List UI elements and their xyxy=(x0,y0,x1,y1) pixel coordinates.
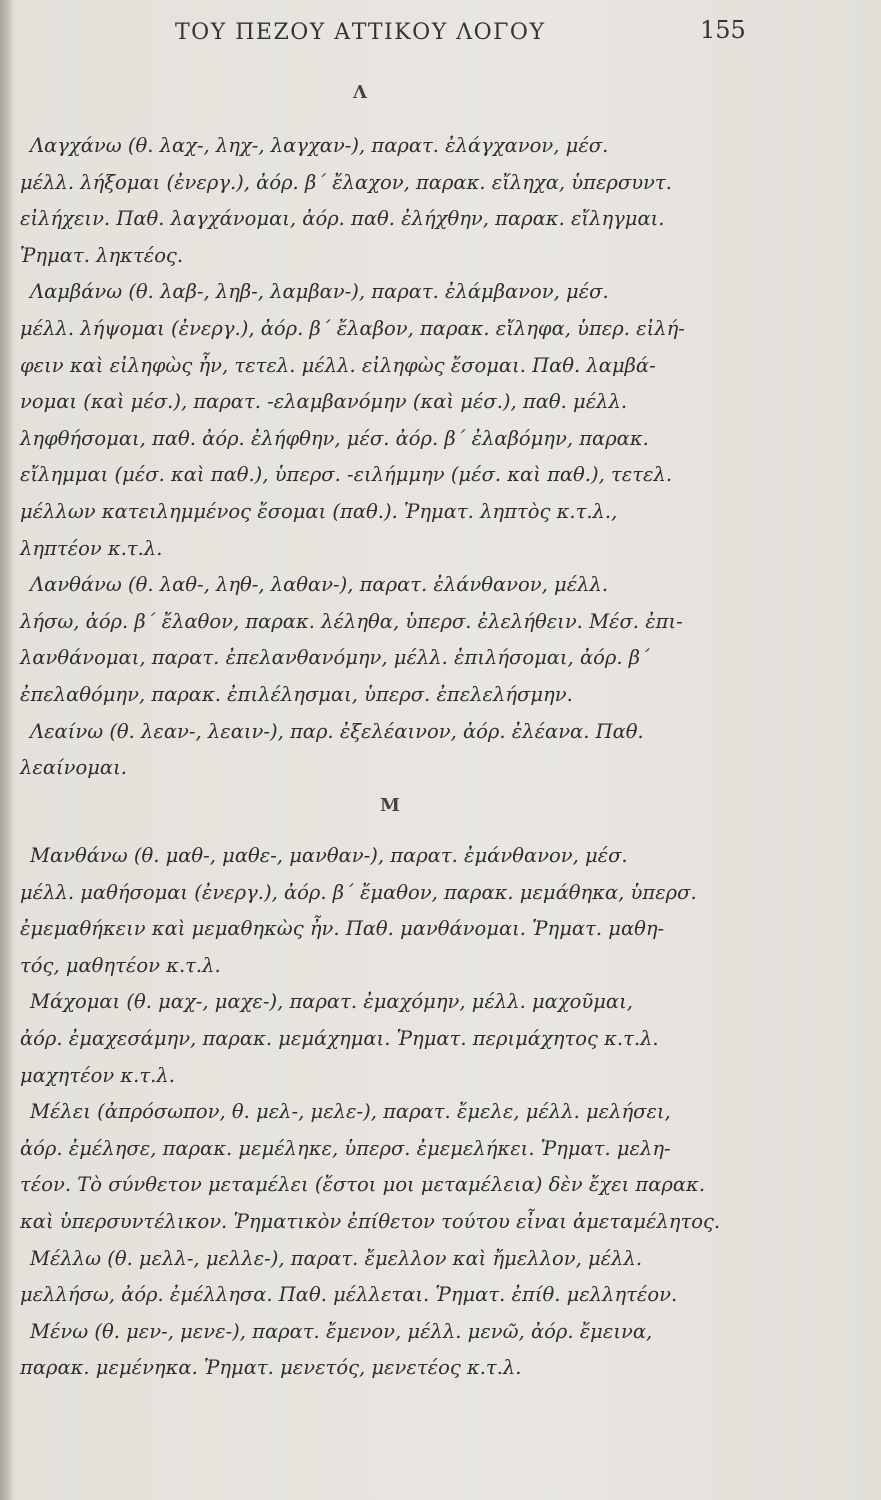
section-mu-entries xyxy=(20,838,780,1387)
entry-line: μαχητέον κ.τ.λ. xyxy=(20,1063,175,1087)
entry-line: ληπτέον κ.τ.λ. xyxy=(20,536,163,560)
entry-line: λανθάνομαι, παρατ. ἐπελανθανόμην, μέλλ. ἐπιλήσομαι, ἀόρ. β΄ xyxy=(20,646,650,670)
page-number: 155 xyxy=(700,16,746,44)
entry-line: φειν καὶ εἰληφὼς ἦν, τετελ. μέλλ. εἰληφὼς ἔσομαι. Παθ. λαμβά- xyxy=(20,353,656,377)
entry-line: Μάχομαι (θ. μαχ-, μαχε-), παρατ. ἐμαχόμην, μέλλ. μαχοῦμαι, xyxy=(30,990,633,1014)
entry-leaino xyxy=(20,714,780,787)
entry-line: Μέλει (ἀπρόσωπον, θ. μελ-, μελε-), παρατ. ἔμελε, μέλλ. μελήσει, xyxy=(30,1100,671,1124)
entry-line: Λαγχάνω (θ. λαχ-, ληχ-, λαγχαν-), παρατ. ἐλάγχανον, μέσ. xyxy=(30,134,609,157)
binding-shadow xyxy=(0,0,14,1500)
entry-melei xyxy=(20,1094,780,1240)
entry-line: παρακ. μεμένηκα. Ῥηματ. μενετός, μενετέος κ.τ.λ. xyxy=(20,1356,522,1380)
entry-machomai xyxy=(20,984,780,1094)
entry-line: μέλλ. λήψομαι (ἐνεργ.), ἀόρ. β΄ ἔλαβον, παρακ. εἴληφα, ὑπερ. εἰλή- xyxy=(20,316,685,340)
entry-line: Λαμβάνω (θ. λαβ-, ληβ-, λαμβαν-), παρατ. ἐλάμβανον, μέσ. xyxy=(30,280,609,304)
entry-line: μέλλων κατειλημμένος ἔσομαι (παθ.). Ῥηματ. ληπτὸς κ.τ.λ., xyxy=(20,499,618,523)
entry-line: Μένω (θ. μεν-, μενε-), παρατ. ἔμενον, μέλλ. μενῶ, ἀόρ. ἔμεινα, xyxy=(30,1319,653,1343)
entry-line: ἀόρ. ἐμέλησε, παρακ. μεμέληκε, ὑπερσ. ἐμεμελήκει. Ῥηματ. μελη- xyxy=(20,1136,671,1160)
entry-line: λήσω, ἀόρ. β΄ ἔλαθον, παρακ. λέληθα, ὑπερσ. ἐλελήθειν. Μέσ. ἐπι- xyxy=(20,609,683,633)
entry-line: Μανθάνω (θ. μαθ-, μαθε-, μανθαν-), παρατ. ἐμάνθανον, μέσ. xyxy=(30,844,628,867)
entry-line: νομαι (καὶ μέσ.), παρατ. -ελαμβανόμην (καὶ μέσ.), παθ. μέλλ. xyxy=(20,390,628,414)
entry-lamvano xyxy=(20,274,780,567)
entry-line: Λεαίνω (θ. λεαν-, λεαιν-), παρ. ἐξελέαινον, ἀόρ. ἐλέανα. Παθ. xyxy=(30,719,644,743)
running-title: ΤΟΥ ΠΕΖΟΥ ΑΤΤΙΚΟΥ ΛΟΓΟΥ xyxy=(175,20,546,45)
entry-line: μελλήσω, ἀόρ. ἐμέλλησα. Παθ. μέλλεται. Ῥηματ. ἐπίθ. μελλητέον. xyxy=(20,1283,678,1307)
entry-line: ληφθήσομαι, παθ. ἀόρ. ἐλήφθην, μέσ. ἀόρ. β΄ ἐλαβόμην, παρακ. xyxy=(20,426,649,450)
entry-lanchano xyxy=(20,128,780,274)
entry-mello xyxy=(20,1241,780,1314)
entry-line: ἐπελαθόμην, παρακ. ἐπιλέλησμαι, ὑπερσ. ἐπελελήσμην. xyxy=(20,682,573,706)
entry-line: ἐμεμαθήκειν καὶ μεμαθηκὼς ἦν. Παθ. μανθάνομαι. Ῥηματ. μαθη- xyxy=(20,917,665,941)
section-letter-lambda: Λ xyxy=(353,82,368,103)
entry-line: μέλλ. μαθήσομαι (ἐνεργ.), ἀόρ. β΄ ἔμαθον, παρακ. μεμάθηκα, ὑπερσ. xyxy=(20,880,697,904)
entry-lanthano xyxy=(20,567,780,713)
entry-line: καὶ ὑπερσυντέλικον. Ῥηματικὸν ἐπίθετον τούτου εἶναι ἀμεταμέλητος. xyxy=(20,1209,721,1233)
entry-line: Λανθάνω (θ. λαθ-, ληθ-, λαθαν-), παρατ. ἐλάνθανον, μέλλ. xyxy=(30,573,609,597)
entry-line: εἰλήχειν. Παθ. λαγχάνομαι, ἀόρ. παθ. ἐλήχθην, παρακ. εἴληγμαι. xyxy=(20,207,665,231)
entry-line: Μέλλω (θ. μελλ-, μελλε-), παρατ. ἔμελλον καὶ ἤμελλον, μέλλ. xyxy=(30,1246,643,1270)
entry-line: Ῥηματ. ληκτέος. xyxy=(20,243,184,267)
section-letter-mu: Μ xyxy=(380,795,401,816)
entry-line: λεαίνομαι. xyxy=(20,756,127,780)
section-lambda-entries xyxy=(20,128,780,787)
entry-line: τέον. Τὸ σύνθετον μεταμέλει (ἔστοι μοι μεταμέλεια) δὲν ἔχει παρακ. xyxy=(20,1173,706,1197)
entry-meno xyxy=(20,1314,780,1387)
entry-line: εἴλημμαι (μέσ. καὶ παθ.), ὑπερσ. -ειλήμμην (μέσ. καὶ παθ.), τετελ. xyxy=(20,463,673,487)
entry-line: μέλλ. λήξομαι (ἐνεργ.), ἀόρ. β΄ ἔλαχον, παρακ. εἴληχα, ὑπερσυντ. xyxy=(20,170,672,194)
entry-line: ἀόρ. ἐμαχεσάμην, παρακ. μεμάχημαι. Ῥηματ. περιμάχητος κ.τ.λ. xyxy=(20,1026,659,1050)
entry-manthano xyxy=(20,838,780,984)
entry-line: τός, μαθητέον κ.τ.λ. xyxy=(20,953,221,977)
page-header xyxy=(0,16,881,56)
